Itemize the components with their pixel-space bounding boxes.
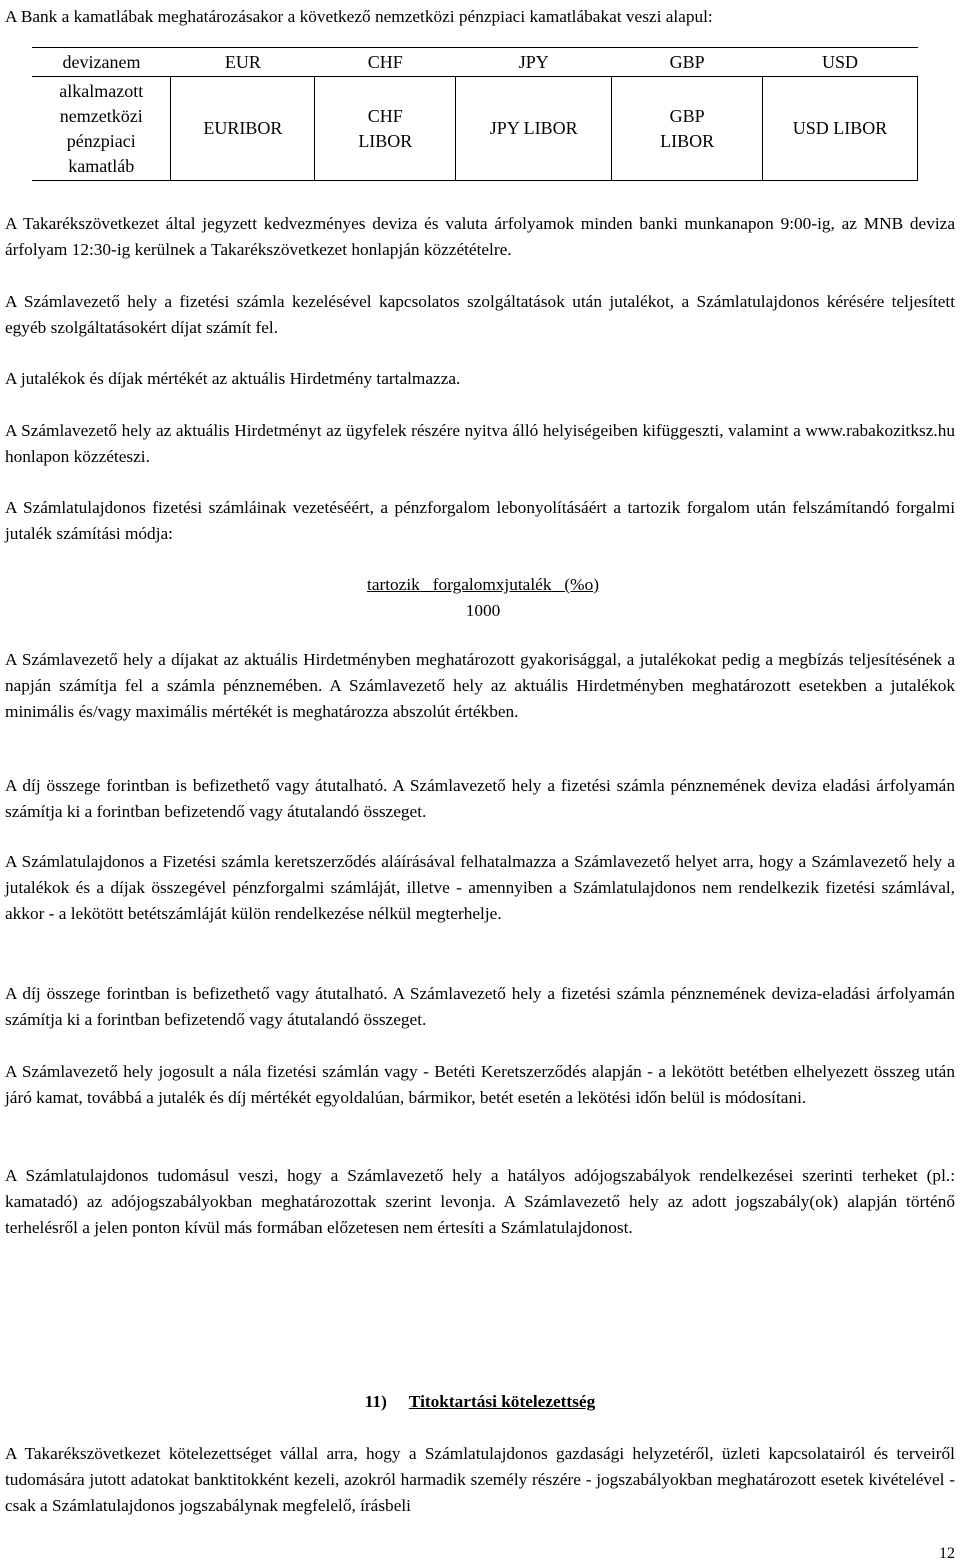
cell-text: CHF (367, 105, 403, 126)
paragraph-forint-payment: A díj összege forintban is befizethető vagy átutalható. A Számlavezető hely a fizetési számla pénznemének deviza eladási árfolyamán számítja ki a forintban befizetendő vagy átutalandó összeget. (5, 776, 955, 821)
paragraph-authorization: A Számlatulajdonos a Fizetési számla keretszerződés aláírásával felhatalmazza a Számlavezető helyet arra, hogy a Számlavezető hely a jutalékok és a díjak összegével pénzforgalmi számláját, illetve - amennyiben a Számlatulajdonos nem rendelkezik fizetési számlával, akkor - a lekötött betétszámláját külön rendelkezése nélkül megterhelje. (5, 852, 955, 923)
paragraph-confidentiality: A Takarékszövetkezet kötelezettséget vállal arra, hogy a Számlatulajdonos gazdasági helyzetéről, üzleti kapcsolatairól és terveiről tudomására jutott adatokat banktitokként kezeli, azokról harmadik személy részére - jogszabályokban meghatározott esetek kivételével - csak a Számlatulajdonos jogszabálynak megfelelő, írásbeli (5, 1444, 955, 1515)
header-eur: EUR (171, 48, 315, 77)
cell-text: GBP (669, 105, 705, 126)
interest-rate-table (32, 47, 918, 181)
header-chf: CHF (315, 48, 456, 77)
paragraph-fees-general: A Számlavezető hely a fizetési számla kezelésével kapcsolatos szolgáltatások után jutalékot, a Számlatulajdonos kérésére teljesített egyéb szolgáltatásokért díjat számít fel. (5, 292, 955, 337)
row-label-line: nemzetközi (59, 105, 143, 126)
cell-text: LIBOR (358, 130, 413, 151)
cell-text: LIBOR (660, 130, 715, 151)
header-currency: devizanem (32, 48, 171, 77)
row-label-line: kamatláb (68, 155, 135, 176)
paragraph-rate-modification: A Számlavezető hely jogosult a nála fizetési számlán vagy - Betéti Keretszerződés alapján - a lekötött betétben elhelyezett összeg után járó kamat, továbbá a jutalék és díj mértékét egyoldalúan, bármikor, betét esetén a lekötési időn belül is módosítani. (5, 1062, 955, 1107)
paragraph-commission-calculation: A Számlatulajdonos fizetési számláinak vezetéséért, a pénzforgalom lebonyolításáért a tartozik forgalom után felszámítandó forgalmi jutalék számítási módja: (5, 498, 955, 543)
cell-gbp-rate (612, 77, 763, 181)
section-heading (0, 1389, 960, 1415)
paragraph-tax-deduction: A Számlatulajdonos tudomásul veszi, hogy a Számlavezető hely a hatályos adójogszabályok rendelkezései szerinti terheket (pl.: kamatadó) az adójogszabályokban meghatározottak szerint levonja. A Számlavezető hely az adott jogszabály(ok) alapján történő terhelésről a jelen ponton kívül más formában előzetesen nem értesíti a Számlatulajdonost. (5, 1166, 955, 1237)
cell-chf-rate (315, 77, 456, 181)
cell-text: EURIBOR (203, 118, 283, 138)
paragraph-fees-announcement: A jutalékok és díjak mértékét az aktuális Hirdetmény tartalmazza. (5, 369, 461, 388)
header-usd: USD (763, 48, 918, 77)
paragraph-forint-payment-2: A díj összege forintban is befizethető vagy átutalható. A Számlavezető hely a fizetési számla pénznemének deviza-eladási árfolyamán számítja ki a forintban befizetendő vagy átutalandó összeget. (5, 984, 955, 1029)
cell-text: JPY LIBOR (489, 118, 578, 138)
row-label-line: pénzpiaci (66, 130, 136, 151)
section-title: Titoktartási kötelezettség (408, 1392, 596, 1411)
header-gbp: GBP (612, 48, 763, 77)
cell-usd-rate (763, 77, 918, 181)
table-row (32, 77, 918, 181)
table-header-row (32, 48, 918, 77)
paragraph-fee-charging: A Számlavezető hely a díjakat az aktuális Hirdetményben meghatározott gyakorisággal, a jutalékokat pedig a megbízás teljesítésének a napján számítja fel a számla pénznemében. A Számlavezető hely az aktuális Hirdetményben meghatározott esetekben a jutalékok minimális és/vagy maximális mértékét is meghatározza abszolút értékben. (5, 650, 955, 721)
cell-text: USD LIBOR (792, 118, 888, 138)
formula-denominator: 1000 (465, 601, 501, 620)
row-label-cell (32, 77, 171, 181)
cell-eur-rate (171, 77, 315, 181)
commission-formula (5, 572, 960, 624)
section-number: 11) (364, 1392, 387, 1411)
intro-text: A Bank a kamatlábak meghatározásakor a következő nemzetközi pénzpiaci kamatlábakat veszi alapul: (5, 7, 713, 26)
paragraph-announcement-publication: A Számlavezető hely az aktuális Hirdetményt az ügyfelek részére nyitva álló helyiségeiben kifüggeszti, valamint a www.rabakozitksz.hu honlapon közzéteszi. (5, 421, 955, 466)
header-jpy: JPY (456, 48, 612, 77)
paragraph-exchange-rates: A Takarékszövetkezet által jegyzett kedvezményes deviza és valuta árfolyamok minden banki munkanapon 9:00-ig, az MNB deviza árfolyam 12:30-ig kerülnek a Takarékszövetkezet honlapján közzétételre. (5, 214, 955, 259)
row-label-line: alkalmazott (59, 80, 144, 101)
formula-numerator: tartozik forgalomxjutalék (%o) (367, 575, 599, 594)
cell-jpy-rate (456, 77, 612, 181)
page-number: 12 (939, 1545, 955, 1562)
